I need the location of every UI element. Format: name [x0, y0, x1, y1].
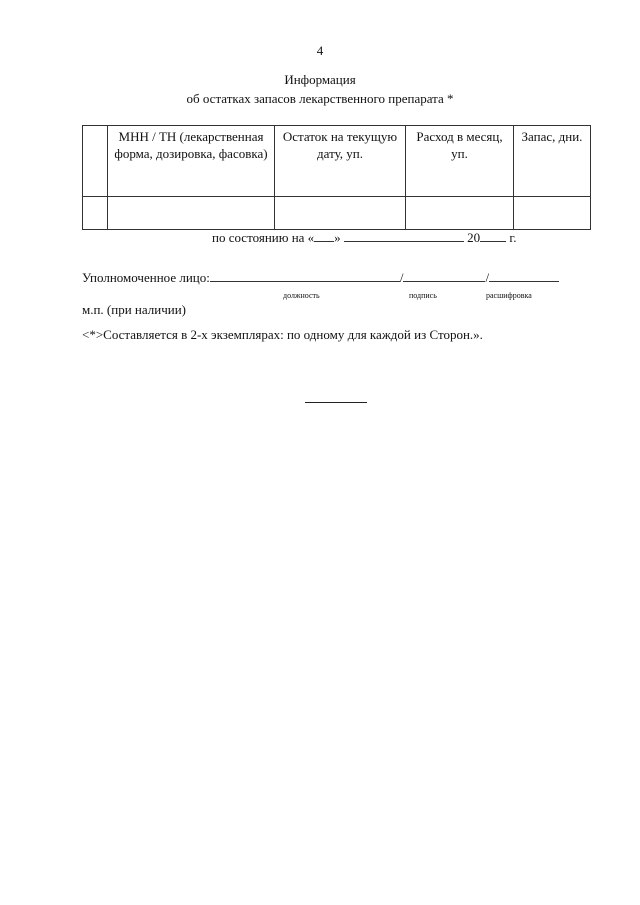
- caption-signature: подпись: [409, 291, 437, 300]
- year-suffix: г.: [509, 230, 517, 245]
- month-blank[interactable]: [344, 229, 464, 242]
- table-cell[interactable]: [406, 197, 514, 230]
- authorized-label: Уполномоченное лицо:: [82, 270, 210, 285]
- header-cell-consumption: Расход в месяц, уп.: [406, 126, 514, 197]
- end-divider: [305, 402, 367, 403]
- signature-blank[interactable]: [403, 269, 485, 282]
- header-cell-drug: МНН / ТН (лекарственная форма, дозировка, фасовка): [108, 126, 275, 197]
- separator: /: [399, 270, 404, 285]
- as-of-label: по состоянию на «: [212, 230, 315, 245]
- position-blank[interactable]: [210, 269, 400, 282]
- footnote: <*>Составляется в 2-х экземплярах: по одному для каждой из Сторон.».: [82, 327, 483, 342]
- caption-decoding: расшифровка: [486, 291, 532, 300]
- inventory-table: [82, 125, 591, 230]
- table-cell[interactable]: [83, 197, 108, 230]
- stamp-note: м.п. (при наличии): [82, 302, 186, 317]
- header-cell-index: [83, 126, 108, 197]
- year-blank[interactable]: [480, 229, 506, 242]
- table-cell[interactable]: [275, 197, 406, 230]
- table-row: [83, 197, 591, 230]
- table-header-row: [83, 126, 591, 197]
- separator: /: [485, 270, 490, 285]
- decoding-blank[interactable]: [489, 269, 559, 282]
- header-cell-stock: Остаток на текущую дату, уп.: [275, 126, 406, 197]
- quote-close: »: [334, 230, 341, 245]
- table-cell[interactable]: [108, 197, 275, 230]
- year-prefix: 20: [467, 230, 481, 245]
- document-subtitle: об остатках запасов лекарственного препарата *: [186, 91, 454, 106]
- authorized-person-line: [82, 269, 559, 286]
- day-blank[interactable]: [314, 229, 334, 242]
- header-cell-reserve-days: Запас, дни.: [514, 126, 591, 197]
- document-title: Информация: [284, 72, 356, 87]
- page-number: 4: [316, 43, 324, 58]
- table-cell[interactable]: [514, 197, 591, 230]
- caption-position: должность: [283, 291, 320, 300]
- as-of-date-line: [212, 229, 517, 246]
